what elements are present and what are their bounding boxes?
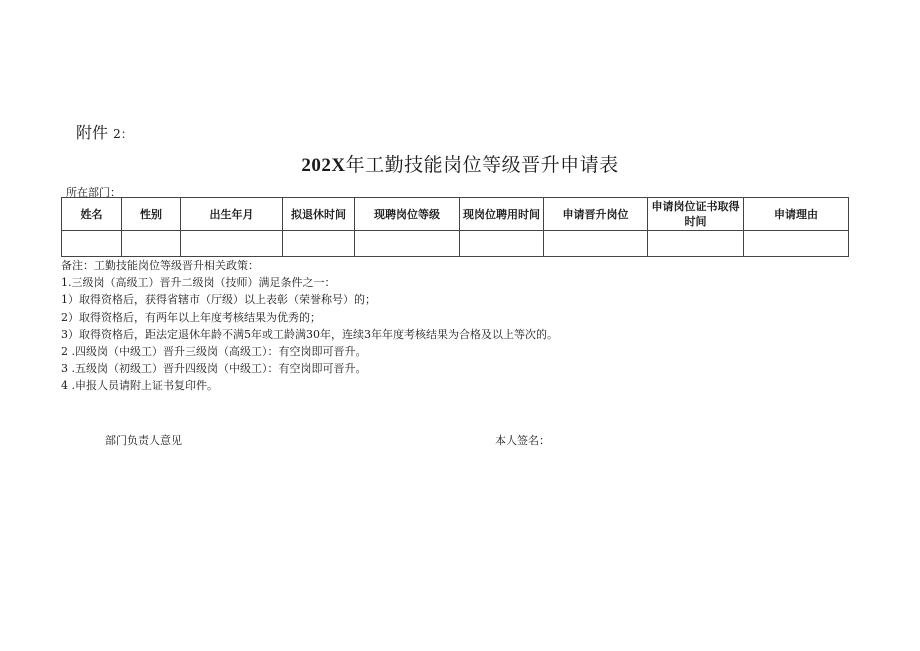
column-header-current-hire-date: 现岗位聘用时间 [460,198,544,231]
note-line: 3）取得资格后，距法定退休年龄不满5年或工龄满30年，连续3年年度考核结果为合格及以上等次的。 [61,327,558,341]
note-line: 1.三级岗（高级工）晋升二级岗（技师）满足条件之一： [61,276,336,290]
table-header-row [62,198,849,231]
cell-certificate-date[interactable] [648,231,744,257]
column-header-birth-date: 出生年月 [181,198,283,231]
cell-requested-position[interactable] [544,231,648,257]
applicant-signature-label: 本人签名： [495,434,550,447]
dept-head-opinion-label: 部门负责人意见 [105,434,182,447]
department-label: 所在部门： [66,186,121,199]
note-line: 1）取得资格后，获得省辖市（厅级）以上表彰（荣誉称号）的； [61,293,376,307]
column-header-reason: 申请理由 [744,198,849,231]
notes-section [61,257,558,395]
page-title: 202X年工勤技能岗位等级晋升申请表 [301,154,619,176]
note-line: 2）取得资格后，有两年以上年度考核结果为优秀的； [61,310,321,324]
cell-reason[interactable] [744,231,849,257]
cell-current-hire-date[interactable] [460,231,544,257]
table-row [62,231,849,257]
column-header-requested-position: 申请晋升岗位 [544,198,648,231]
note-line: 4 .申报人员请附上证书复印件。 [61,379,218,393]
attachment-label: 附件 2： [76,123,133,142]
column-header-current-grade: 现聘岗位等级 [355,198,460,231]
cell-gender[interactable] [122,231,181,257]
cell-name[interactable] [62,231,122,257]
note-line: 3 .五级岗（初级工）晋升四级岗（中级工）：有空岗即可晋升。 [61,362,367,376]
notes-heading: 备注：工勤技能岗位等级晋升相关政策： [61,259,259,272]
cell-birth-date[interactable] [181,231,283,257]
cell-retirement-date[interactable] [283,231,355,257]
column-header-name: 姓名 [62,198,122,231]
column-header-retirement-date: 拟退休时间 [283,198,355,231]
application-table [61,197,849,257]
column-header-gender: 性别 [122,198,181,231]
cell-current-grade[interactable] [355,231,460,257]
note-line: 2 .四级岗（中级工）晋升三级岗（高级工）：有空岗即可晋升。 [61,345,367,359]
column-header-certificate-date: 申请岗位证书取得时间 [648,198,744,231]
